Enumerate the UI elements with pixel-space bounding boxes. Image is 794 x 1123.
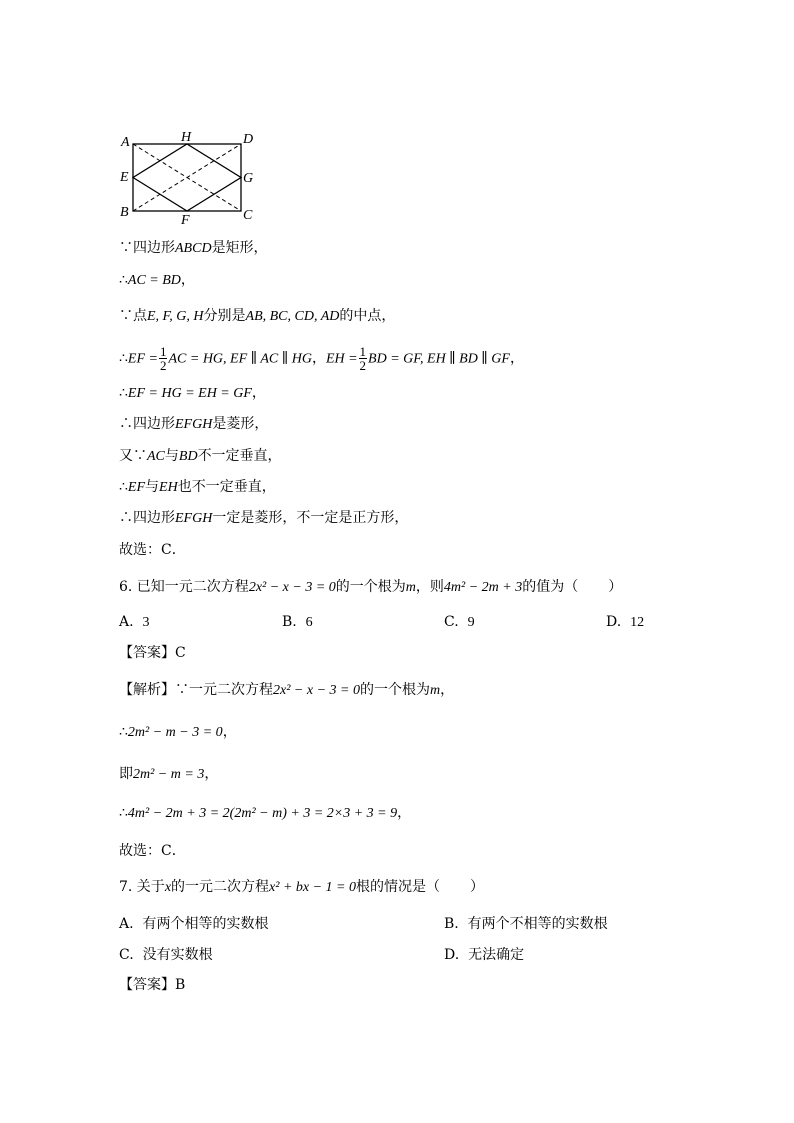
q6-analysis-line-4	[119, 803, 411, 824]
math: AC = HG, EF ∥ AC ∥ HG	[168, 351, 312, 367]
text: 分别是	[203, 308, 246, 324]
text: ）	[608, 579, 623, 595]
math: AB, BC, CD, AD	[245, 309, 340, 324]
math: EF	[127, 480, 146, 495]
text: 又∵	[119, 448, 147, 464]
proof-line-5	[119, 383, 266, 404]
q7-option-a[interactable]: A. 有两个相等的实数根	[119, 916, 269, 932]
text: ∴	[119, 272, 128, 288]
proof-line-4	[119, 345, 524, 372]
text: ，	[440, 682, 455, 698]
math: EFGH	[175, 417, 213, 432]
proof-line-1	[119, 238, 268, 259]
math: 4m² − 2m + 3 = 2(2m² − m) + 3 = 2×3 + 3 = 9	[127, 806, 398, 821]
math: AC	[147, 449, 165, 464]
q6-answer	[119, 643, 186, 663]
math: EH	[159, 480, 178, 495]
text: 与	[164, 448, 179, 464]
text: ，	[397, 805, 412, 821]
text: ∵点	[119, 308, 147, 324]
q6-conclusion: 故选：C．	[119, 843, 186, 859]
fraction-half: $\frac{1}{2}$	[359, 344, 367, 373]
math: BD	[178, 449, 198, 464]
q7-option-b[interactable]: B. 有两个不相等的实数根	[444, 916, 608, 932]
q6-analysis-line-3	[119, 764, 218, 785]
math: AC = BD	[127, 273, 181, 288]
text: ，	[509, 350, 524, 367]
text: ∴四边形	[119, 416, 175, 432]
q6-option-d[interactable]: D. 12	[606, 614, 645, 630]
text: 是矩形，	[211, 240, 268, 256]
proof-line-6	[119, 414, 268, 435]
math: 2m² − m = 3	[133, 767, 205, 782]
answer-value: C	[175, 645, 186, 661]
text: ，则	[415, 579, 444, 595]
text: ∵一元二次方程	[175, 682, 273, 698]
text: ∴	[119, 385, 128, 401]
text: ∴	[119, 724, 128, 740]
q6-analysis-line-1	[119, 680, 454, 701]
proof-line-9	[119, 508, 408, 529]
math: E, F, G, H	[147, 309, 204, 324]
q6-option-b[interactable]: B. 6	[282, 614, 313, 630]
math: ABCD	[175, 241, 212, 256]
proof-line-3	[119, 306, 395, 327]
math: m	[429, 683, 441, 698]
q7-option-c[interactable]: C. 没有实数根	[119, 947, 213, 963]
fraction-half: $\frac{1}{2}$	[159, 344, 167, 373]
answer-value: B	[175, 977, 186, 993]
text: 6. 已知一元二次方程	[119, 579, 249, 595]
math: EH =	[325, 351, 358, 367]
math: 2x² − x − 3 = 0	[273, 683, 360, 698]
math: x	[164, 880, 172, 895]
q7-answer	[119, 975, 185, 995]
label-e: E	[120, 170, 129, 185]
math: EF = HG = EH = GF	[127, 386, 252, 401]
rectangle-midpoint-figure	[115, 128, 265, 228]
text: ∴	[119, 350, 128, 367]
text: ，	[180, 272, 195, 288]
proof-line-2	[119, 270, 195, 291]
answer-tag: 【答案】	[119, 977, 175, 993]
text: ∴四边形	[119, 510, 175, 526]
proof-conclusion: 故选：C．	[119, 542, 186, 558]
text: ，	[222, 724, 237, 740]
text: 根的情况是（	[356, 879, 440, 895]
label-d: D	[243, 132, 254, 147]
label-g: G	[243, 171, 254, 186]
math: m	[405, 580, 416, 595]
question-6-stem	[119, 577, 622, 598]
label-b: B	[120, 205, 129, 220]
math: EF =	[127, 351, 158, 367]
text: ∴	[119, 479, 128, 495]
proof-line-8	[119, 477, 276, 498]
text: 7. 关于	[119, 879, 165, 895]
text: 一定是菱形，不一定是正方形，	[212, 510, 409, 526]
text: ∵四边形	[119, 240, 175, 256]
math: 4m² − 2m + 3	[443, 580, 523, 595]
text: 的中点，	[339, 308, 396, 324]
answer-tag: 【答案】	[119, 645, 175, 661]
proof-line-7	[119, 446, 282, 467]
label-c: C	[243, 208, 253, 223]
math: 2m² − m − 3 = 0	[127, 725, 223, 740]
text: ）	[470, 879, 484, 895]
text: 的一个根为	[335, 579, 406, 595]
text: ，	[251, 385, 266, 401]
text: 也不一定垂直，	[177, 479, 276, 495]
math: x² + bx − 1 = 0	[269, 880, 356, 895]
text: 与	[145, 479, 160, 495]
q6-analysis-line-2	[119, 722, 237, 743]
text: ∴	[119, 805, 128, 821]
text: 是菱形，	[212, 416, 269, 432]
text: 的值为（	[522, 579, 579, 595]
text: 的一元二次方程	[171, 879, 270, 895]
math: BD = GF, EH ∥ BD ∥ GF	[368, 351, 510, 367]
q7-option-d[interactable]: D. 无法确定	[444, 947, 525, 963]
label-f: F	[181, 213, 190, 228]
math: EFGH	[175, 511, 213, 526]
text: 的一个根为	[359, 682, 430, 698]
q6-option-a[interactable]: A. 3	[119, 614, 150, 630]
label-a: A	[121, 135, 130, 150]
analysis-tag: 【解析】	[119, 682, 175, 698]
text: 即	[119, 766, 133, 782]
text: ，	[311, 350, 326, 367]
label-h: H	[181, 130, 192, 145]
q6-option-c[interactable]: C. 9	[444, 614, 475, 630]
math: 2x² − x − 3 = 0	[248, 580, 336, 595]
text: ，	[204, 766, 219, 782]
question-7-stem	[119, 877, 484, 898]
text: 不一定垂直，	[197, 448, 282, 464]
